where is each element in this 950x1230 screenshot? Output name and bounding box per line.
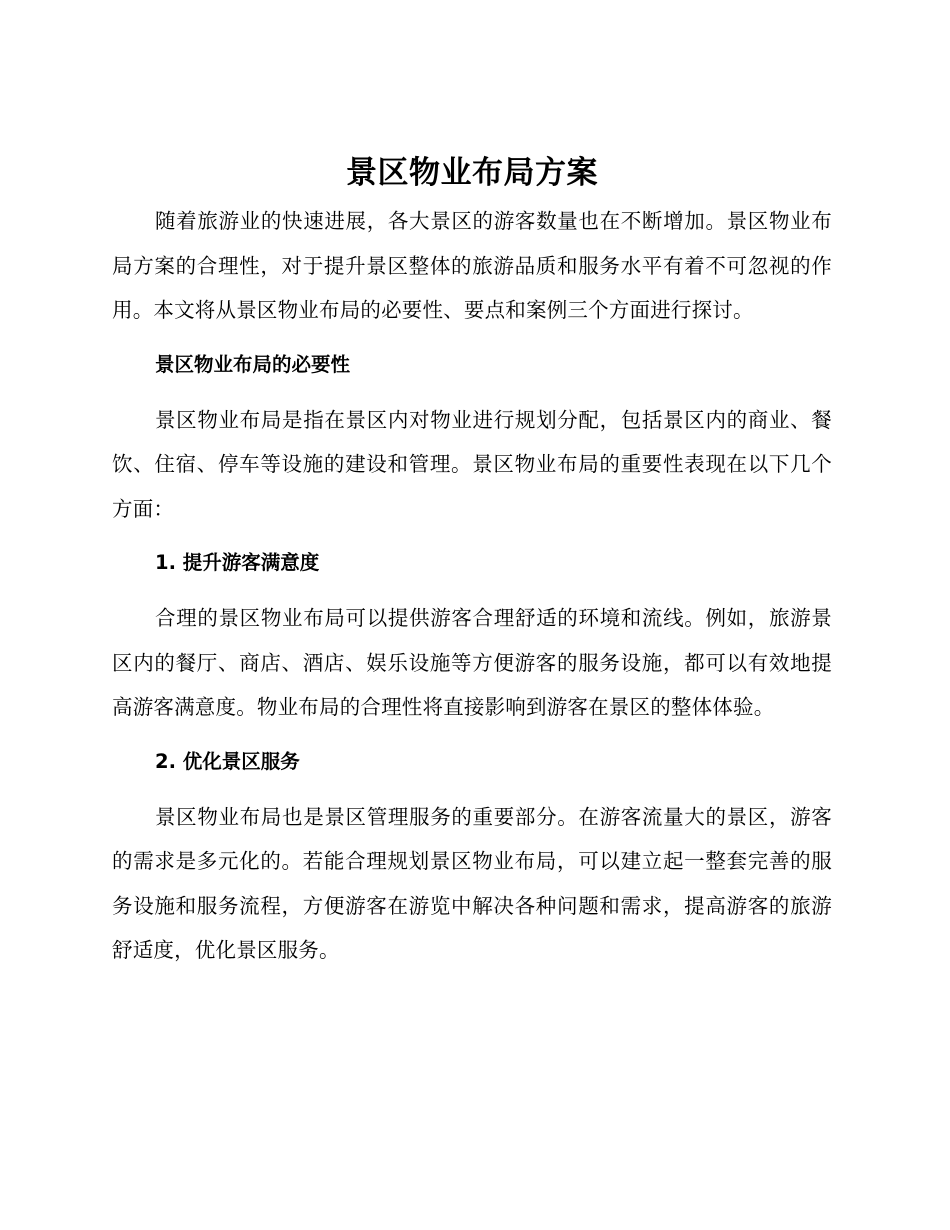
section-body-service: 景区物业布局也是景区管理服务的重要部分。在游客流量大的景区，游客的需求是多元化的。若能合理规划景区物业布局，可以建立起一整套完善的服务设施和服务流程，方便游客在游览中解决各种问题和需求，提高游客的旅游舒适度，优化景区服务。 — [112, 804, 832, 962]
intro-paragraph: 随着旅游业的快速进展，各大景区的游客数量也在不断增加。景区物业布局方案的合理性，对于提升景区整体的旅游品质和服务水平有着不可忽视的作用。本文将从景区物业布局的必要性、要点和案例三个方面进行探讨。 — [112, 209, 832, 322]
section-heading-service: 2. 优化景区服务 — [155, 749, 300, 773]
document-title: 景区物业布局方案 — [346, 155, 598, 191]
section-body-necessity: 景区物业布局是指在景区内对物业进行规划分配，包括景区内的商业、餐饮、住宿、停车等设施的建设和管理。景区物业布局的重要性表现在以下几个方面： — [112, 407, 832, 521]
section-body-satisfaction: 合理的景区物业布局可以提供游客合理舒适的环境和流线。例如，旅游景区内的餐厅、商店、酒店、娱乐设施等方便游客的服务设施，都可以有效地提高游客满意度。物业布局的合理性将直接影响到游客在景区的整体体验。 — [112, 606, 832, 719]
section-heading-necessity: 景区物业布局的必要性 — [155, 352, 351, 376]
document-page — [112, 152, 832, 973]
section-heading-satisfaction: 1. 提升游客满意度 — [155, 551, 320, 574]
